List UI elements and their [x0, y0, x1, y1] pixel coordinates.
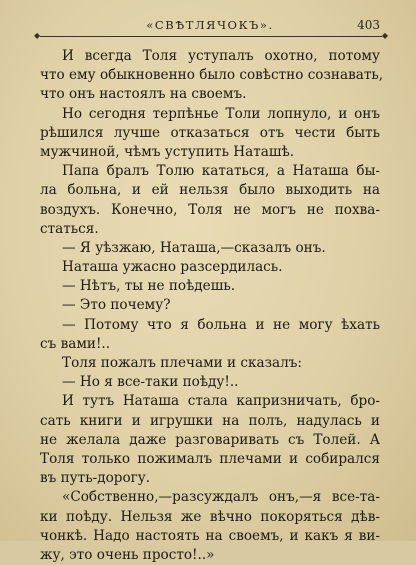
text-line: — Это почему? [62, 297, 171, 314]
text-line: «Собственно,—разсуждалъ онъ,—я все-та- [62, 489, 380, 506]
text-line: статься. [40, 220, 99, 237]
text-line: — Я уѣзжаю, Наташа,—сказалъ онъ. [62, 239, 326, 256]
text-line: ла больна, и ей нельзя было выходить на [40, 182, 380, 199]
text-line: сать книги и игрушки на полъ, надулась и [40, 412, 380, 429]
running-title: «СВѢТЛЯЧОКЪ». [146, 18, 274, 32]
rule-ornament-right: ◆ [381, 31, 388, 40]
text-line: мужчиной, чѣмъ уступить Наташѣ. [40, 143, 295, 160]
header-rule [40, 36, 382, 37]
text-line: воздухъ. Конечно, Толя не могъ не похва- [40, 201, 380, 218]
text-line: — Но я все-таки поѣду!.. [62, 374, 239, 391]
text-line: И тутъ Наташа стала капризничать, бро- [62, 393, 380, 410]
text-line: что ему обыкновенно было совѣстно сознавать, [40, 67, 384, 84]
text-line: чонкѣ. Надо настоять на своемъ, и какъ я ви- [40, 527, 380, 544]
text-line: Папа бралъ Толю кататься, а Наташа бы- [62, 163, 380, 180]
text-line: И всегда Толя уступалъ охотно, потому [62, 48, 380, 64]
text-line: рѣшился лучше отказаться отъ чести быть [40, 124, 380, 141]
text-line: — Нѣтъ, ты не поѣдешь. [62, 278, 236, 295]
text-line: жу, это очень просто!..» [40, 546, 215, 563]
rule-ornament-left: ◆ [34, 31, 41, 40]
text-line: Толя пожалъ плечами и сказалъ: [62, 355, 303, 371]
running-header [34, 12, 388, 40]
text-line: Толя только пожималъ плечами и собирался [40, 450, 380, 467]
text-line: — Потому что я больна и не могу ѣхать [62, 316, 380, 333]
text-line: не желала даже разговаривать съ Толей. А [40, 431, 380, 448]
text-line: съ вами!.. [40, 335, 111, 352]
text-line: Но сегодня терпѣнье Толи лопнуло, и онъ [62, 105, 380, 122]
text-line: ки поѣду. Нельзя же вѣчно покоряться дѣв- [40, 508, 380, 525]
text-line: Наташа ужасно разсердилась. [62, 259, 283, 276]
text-line: въ путь-дорогу. [40, 470, 151, 487]
page-number: 403 [357, 18, 380, 32]
text-line: что онъ настоялъ на своемъ. [40, 86, 247, 103]
body-text [40, 47, 384, 565]
